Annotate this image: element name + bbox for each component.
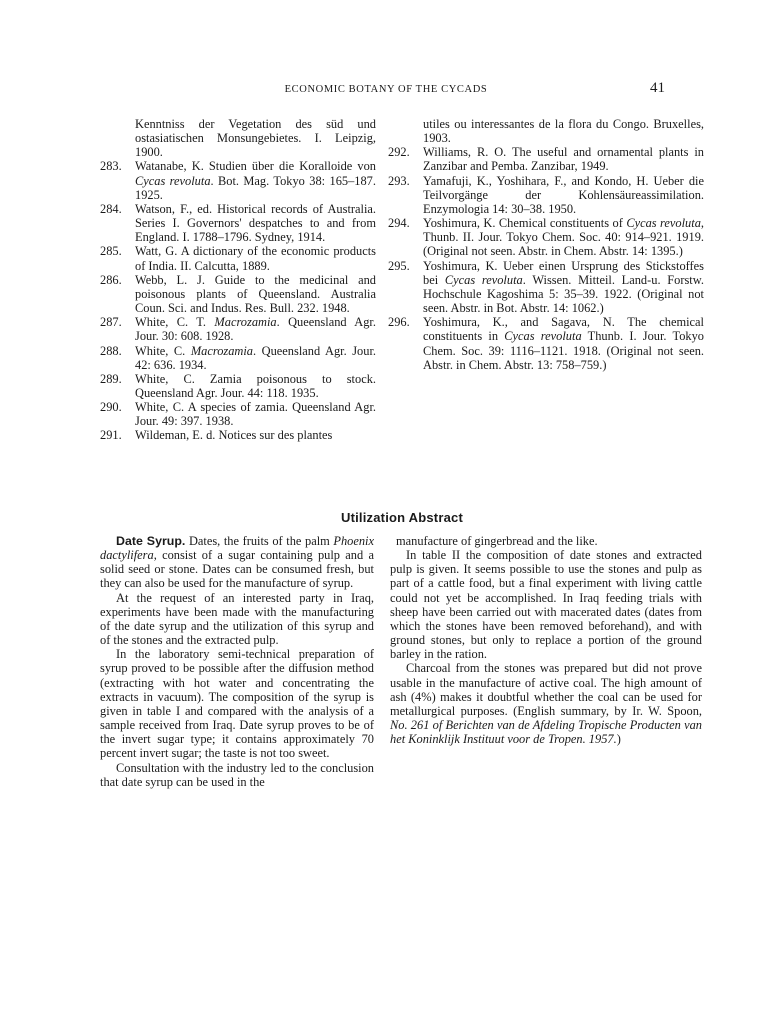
text-run: . Bot. Mag. Tokyo 38: 165–187. 1925. (135, 173, 376, 202)
italic-text: Macrozamia (214, 315, 277, 330)
italic-text: No. 261 of Berichten van de Afdeling Tropische Producten van het Koninklijk Instituut voor de Tropen. 1957. (390, 718, 702, 747)
reference-entry (100, 400, 376, 428)
reference-entry (388, 259, 704, 316)
text-run: Watanabe, K. Studien über die Koralloide von (135, 159, 376, 174)
italic-text: Cycas revoluta (626, 216, 701, 231)
reference-entry (100, 202, 376, 244)
abstract-paragraph (390, 661, 702, 746)
reference-entry (100, 159, 376, 201)
text-run: Wildeman, E. d. Notices sur des plantes (135, 428, 333, 443)
reference-number: 287. (100, 315, 122, 330)
reference-entry (100, 315, 376, 343)
text-run: . Wissen. Mitteil. Land-u. Forstw. Hochschule Kagoshima 5: 35–39. 1922. (Original not seen. Abstr. in Bot. Abstr. 14: 1062.) (423, 272, 704, 316)
text-run: Consultation with the industry led to the conclusion that date syrup can be used in the (100, 760, 374, 789)
text-run: Yamafuji, K., Yoshihara, F., and Kondo, H. Ueber die Teilvorgänge der Kohlensäureassimilation. Enzymologia 14: 30–38. 1950. (423, 173, 704, 216)
text-run: White, C. T. (135, 315, 215, 330)
reference-entry (100, 428, 376, 442)
text-run: Yoshimura, K. Chemical constituents of (423, 216, 627, 231)
page-number: 41 (650, 80, 665, 96)
reference-number: 292. (388, 145, 410, 160)
section-title: Utilization Abstract (341, 510, 463, 525)
text-run: Watt, G. A dictionary of the economic products of India. II. Calcutta, 1889. (135, 244, 376, 273)
reference-entry (100, 244, 376, 272)
text-run: Charcoal from the stones was prepared but did not prove usable in the manufacture of active coal. The high amount of ash (4%) makes it doubtful whether the coal can be used for metallurgical purposes. (English summary, by Ir. W. Spoon, (390, 661, 702, 718)
reference-number: 286. (100, 272, 122, 287)
text-run: White, C. A species of zamia. Queensland Agr. Jour. 49: 397. 1938. (135, 400, 376, 429)
text-run: manufacture of gingerbread and the like. (396, 534, 598, 548)
abstract-paragraph (100, 534, 374, 591)
reference-number: 291. (100, 428, 122, 443)
reference-number: 290. (100, 400, 122, 415)
text-run: Yoshimura, K., and Sagava, N. The chemical constituents in (423, 315, 704, 344)
abstract-paragraph (390, 534, 702, 548)
reference-entry (100, 117, 376, 159)
italic-text: Cycas revoluta (504, 329, 582, 344)
text-run: , consist of a sugar containing pulp and a solid seed or stone. Dates can be consumed fresh, but they can also be used for the manufacture of syrup. (100, 548, 374, 591)
text-run: ) (616, 732, 621, 747)
references-right-column (388, 117, 704, 372)
reference-number: 289. (100, 371, 122, 386)
reference-number: 295. (388, 258, 410, 273)
italic-text: Cycas revoluta (135, 173, 211, 188)
text-run: Yoshimura, K. Ueber einen Ursprung des Stickstoffes bei (423, 258, 704, 287)
paragraph-heading: Date Syrup. (116, 534, 186, 548)
text-run: . Queensland Agr. Jour. 30: 608. 1928. (135, 315, 376, 344)
reference-number: 293. (388, 173, 410, 188)
text-run: . Queensland Agr. Jour. 42: 636. 1934. (135, 343, 376, 372)
references-left-column (100, 117, 376, 443)
reference-entry (100, 372, 376, 400)
reference-entry (388, 174, 704, 216)
italic-text: Cycas revoluta (444, 272, 523, 287)
text-run: Watson, F., ed. Historical records of Australia. Series I. Governors' despatches to and from England. I. 1788–1796. Sydney, 1914. (135, 201, 376, 245)
reference-entry (388, 145, 704, 173)
text-run: Williams, R. O. The useful and ornamental plants in Zanzibar and Pemba. Zanzibar, 1949. (423, 145, 704, 174)
reference-number: 296. (388, 315, 410, 330)
italic-text: Macrozamia (190, 343, 254, 358)
reference-number: 294. (388, 216, 410, 231)
reference-entry (100, 344, 376, 372)
text-run: utiles ou interessantes de la flora du Congo. Bruxelles, 1903. (423, 117, 704, 146)
abstract-paragraph (390, 548, 702, 661)
reference-number: 283. (100, 159, 122, 174)
running-head: ECONOMIC BOTANY OF THE CYCADS (284, 84, 488, 95)
text-run: At the request of an interested party in Iraq, experiments have been made with the manufacturing of the date syrup and the utilization of this syrup and of the stones and the extracted pulp. (100, 590, 374, 648)
text-run: White, C. (135, 343, 191, 358)
reference-entry (388, 315, 704, 372)
text-run: , Thunb. II. Jour. Tokyo Chem. Soc. 40: 914–921. 1919. (Original not seen. Abstr. in Chem. Abstr. 14: 1395.) (423, 216, 705, 259)
text-run: In the laboratory semi-technical preparation of syrup proved to be possible after the diffusion method (extracting with hot water and concentrating the extracts in vacuum). The composition of the syrup is given in table I and compared with the analysis of a sample received from Iraq. Date syrup proves to be of the invert sugar type; it contains approximately 70 percent invert sugar; the taste is not too sweet. (100, 647, 374, 761)
text-run: Thunb. I. Jour. Tokyo Chem. Soc. 39: 1116–1121. 1918. (Original not seen. Abstr. in Chem. Abstr. 13: 758–759.) (423, 329, 704, 372)
reference-number: 288. (100, 343, 122, 358)
abstract-left-column (100, 534, 374, 789)
text-run: Dates, the fruits of the palm (185, 534, 334, 548)
reference-number: 285. (100, 244, 122, 259)
reference-number: 284. (100, 201, 122, 216)
reference-entry (100, 273, 376, 315)
italic-text: Phoenix dactylifera (100, 534, 374, 563)
reference-entry (388, 117, 704, 145)
abstract-right-column (390, 534, 702, 746)
text-run: In table II the composition of date stones and extracted pulp is given. It seems possible to use the stones and pulp as part of a cattle food, but a final experiment with living cattle could not yet be accomplished. In Iraq feeding trials with sheep have been carried out with macerated dates (dates from which the stones have been removed beforehand), and with ground stones, but only to replace a portion of the ground barley in the ration. (390, 548, 702, 662)
abstract-paragraph (100, 761, 374, 789)
text-run: Kenntniss der Vegetation des süd und ostasiatischen Monsungebietes. I. Leipzig, 1900. (135, 117, 376, 160)
abstract-paragraph (100, 647, 374, 760)
text-run: White, C. Zamia poisonous to stock. Queensland Agr. Jour. 44: 118. 1935. (135, 371, 376, 400)
text-run: Webb, L. J. Guide to the medicinal and poisonous plants of Queensland. Australia Coun. Sci. and Indus. Res. Bull. 232. 1948. (135, 272, 376, 316)
reference-entry (388, 216, 704, 258)
abstract-paragraph (100, 591, 374, 648)
